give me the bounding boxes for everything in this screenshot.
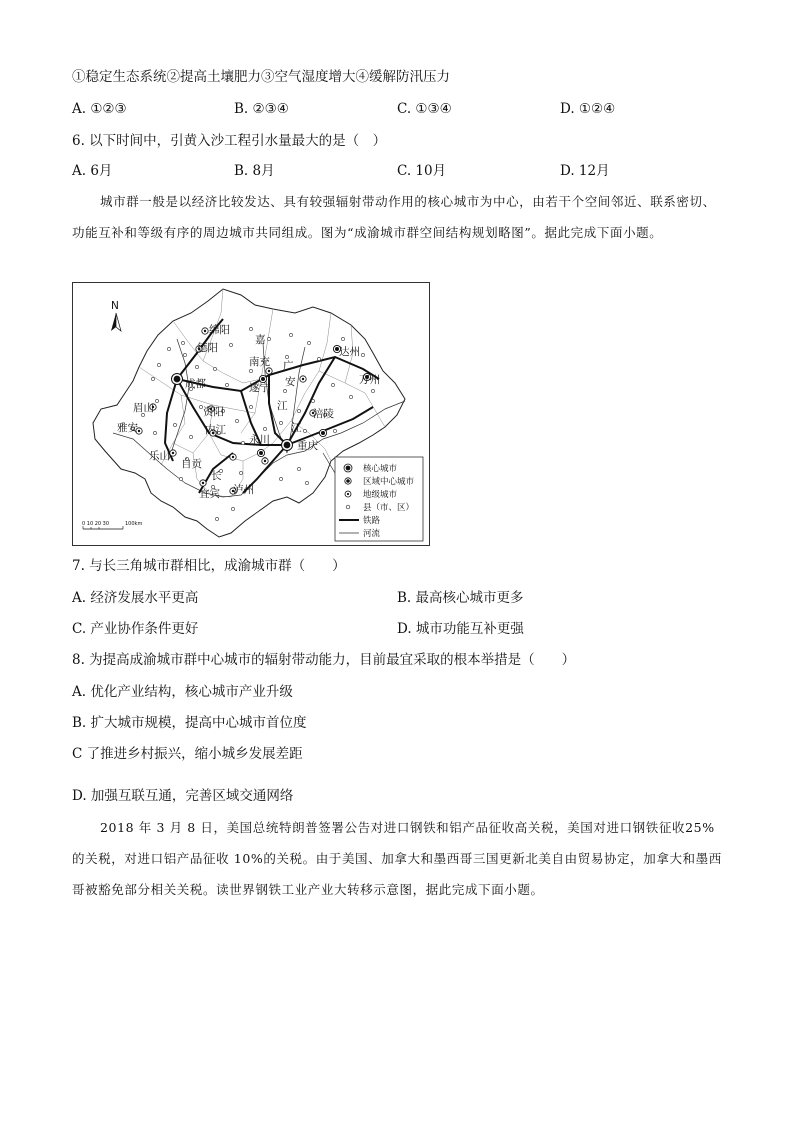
legend-railway: 铁路 [363,516,381,526]
label-fuling: 涪陵 [313,408,334,420]
legend-core: 核心城市 [363,464,398,474]
q6-choice-d: D. 12月 [560,163,610,179]
label-guang: 广 [283,360,294,372]
label-yibin: 宜宾 [199,488,220,500]
q7-stem: 7. 与长三角城市群相比，成渝城市群（ ） [72,558,346,574]
map-legend [335,457,423,541]
label-yongchuan: 永川 [249,434,270,446]
q6-choice-a: A. 6月 [72,163,113,179]
q8-choice-a: A. 优化产业结构，核心城市产业升级 [72,684,293,700]
label-meishan: 眉山 [133,402,154,414]
label-leshan: 乐山 [149,450,170,462]
label-nanchong: 南充 [249,356,270,368]
label-wanzhou: 万州 [359,374,380,386]
label-ziyang: 资阳 [203,406,224,418]
label-chengdu: 成都 [185,378,206,390]
north-label: N [111,300,119,312]
label-jia: 嘉 [255,334,266,346]
q8-choice-c: C 了推进乡村振兴，缩小城乡发展差距 [72,746,303,762]
scale-ticks: 0 10 20 30 [82,521,110,527]
q7-choice-c: C. 产业协作条件更好 [72,621,199,637]
label-chang: 长 [211,470,222,482]
legend-regional: 区域中心城市 [363,477,415,487]
legend-county: 县（市、区） [363,503,415,513]
q6-choice-c: C. 10月 [397,163,447,179]
label-yaan: 雅安 [117,422,138,434]
passage-chengyu: 城市群一般是以经济比较发达、具有较强辐射带动作用的核心城市为中心，由若干个空间邻近、联系密切、功能互补和等级有序的周边城市共同组成。图为“成渝城市群空间结构规划略图”。据此完成下面小题。 [72,194,716,240]
label-chongqing: 重庆 [297,440,318,452]
q7-choice-d: D. 城市功能互补更强 [397,621,524,637]
label-an: 安 [285,376,296,388]
q6-stem: 6. 以下时间中，引黄入沙工程引水量最大的是（ ） [72,133,387,149]
label-zigong: 自贡 [181,458,202,470]
label-jiang1: 江 [277,400,288,412]
q5-choice-a: A. ①②③ [72,101,127,117]
legend-river: 河流 [363,529,381,539]
label-luzhou: 泸州 [233,484,254,496]
prefecture-cities [136,328,316,494]
north-arrow-icon [111,300,121,331]
legend-prefecture: 地级城市 [363,490,398,500]
q5-choice-d: D. ①②④ [560,101,616,117]
q6-choice-b: B. 8月 [234,163,275,179]
q7-choice-a: A. 经济发展水平更高 [72,590,199,606]
q8-choice-b: B. 扩大城市规模，提高中心城市首位度 [72,715,307,731]
chengyu-map [72,282,430,546]
label-neijiang: 内江 [205,424,226,436]
q5-choice-b: B. ②③④ [234,101,289,117]
passage-tariff: 2018 年 3 月 8 日，美国总统特朗普签署公告对进口钢铁和铝产品征收高关税，美国对进口钢铁征收25%的关税，对进口铝产品征收 10%的关税。由于美国、加拿大和墨西哥三国更新北美自由贸易协定，加拿大和墨西哥被豁免部分相关关税。读世界钢铁工业产业大转移示意图，据此完成下面小题。 [72,820,722,897]
q8-stem: 8. 为提高成渝城市群中心城市的辐射带动能力，目前最宜采取的根本举措是（ ） [72,652,576,668]
q5-options-line: ①稳定生态系统②提高土壤肥力③空气湿度增大④缓解防汛压力 [72,69,450,85]
q7-choice-b: B. 最高核心城市更多 [397,590,524,606]
label-mianyang: 绵阳 [209,324,230,336]
scale-end: 100km [125,521,143,527]
label-jiang2: 江 [291,422,302,434]
label-deyang: 德阳 [197,342,218,354]
label-suining: 遂宁 [249,382,270,394]
q8-choice-d: D. 加强互联互通，完善区域交通网络 [72,788,294,804]
scale-bar [82,521,142,529]
map-svg [73,283,429,545]
q5-choice-c: C. ①③④ [397,101,452,117]
label-dazhou: 达州 [339,346,360,358]
